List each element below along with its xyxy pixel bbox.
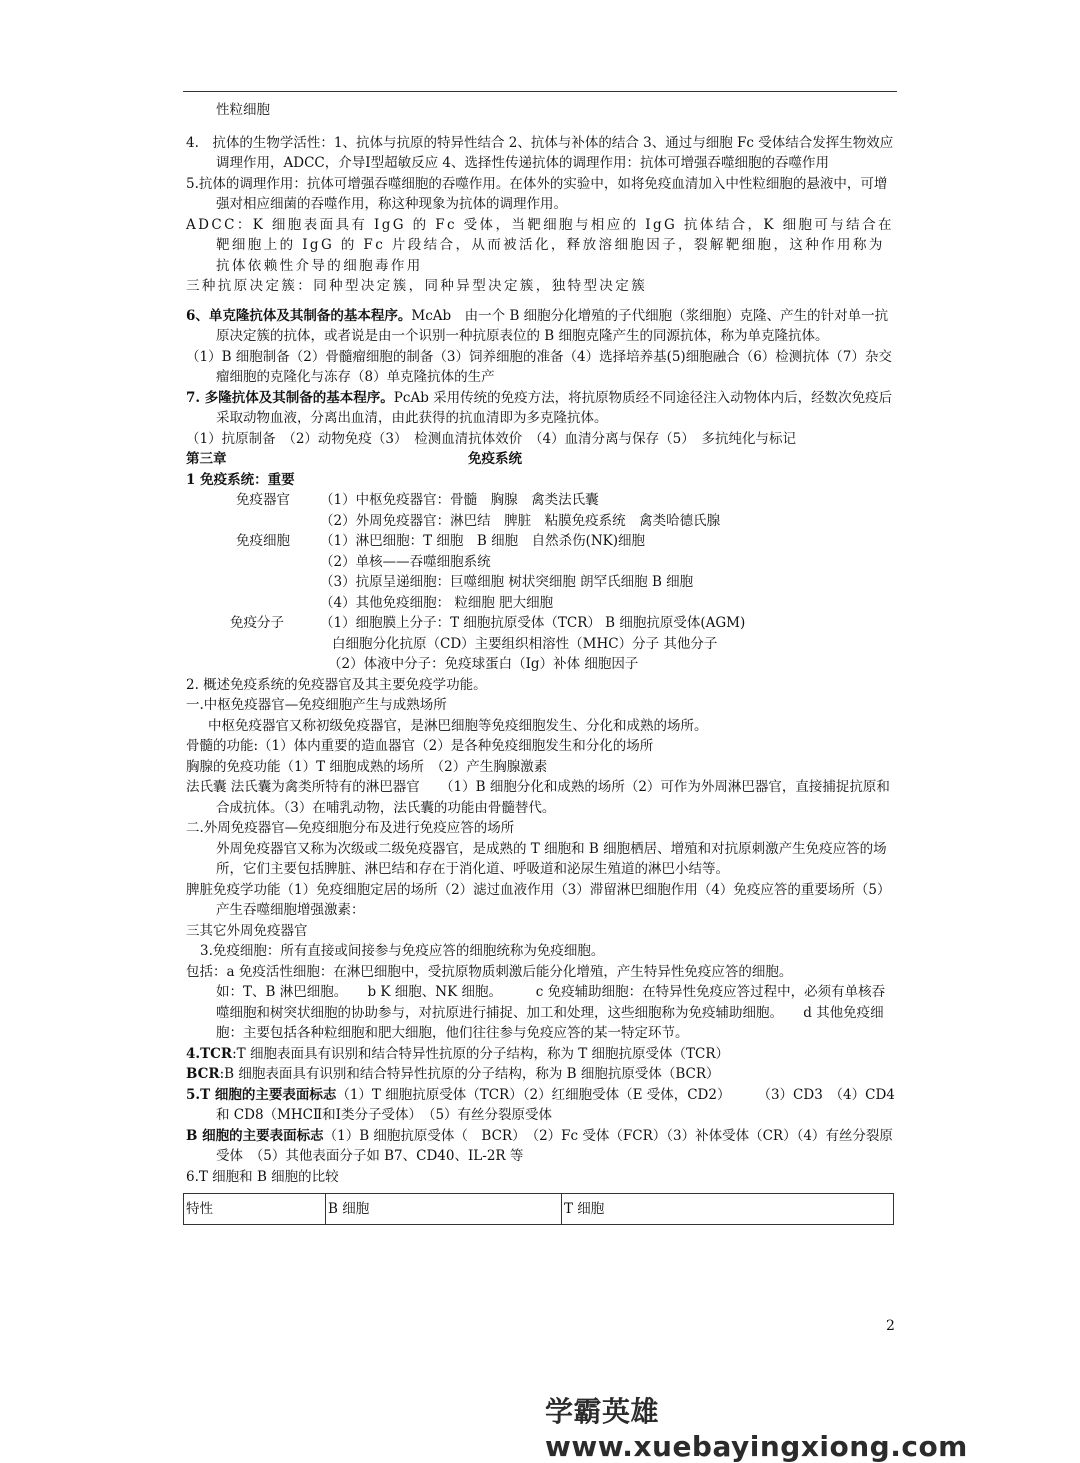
molecule-row-2 (186, 654, 896, 675)
molecule-label: 免疫分子 (230, 615, 284, 631)
chapter-number: 第三章 (186, 451, 227, 467)
organ-item-2: （2）外周免疫器官：淋巴结 脾脏 粘膜免疫系统 禽类哈德氏腺 (320, 512, 721, 529)
table-header-cell: 特性 (184, 1194, 326, 1225)
organ-row-2 (186, 511, 896, 532)
cell-label: 免疫细胞 (236, 533, 290, 549)
paragraph-polyclonal-steps: （1）抗原制备 （2）动物免疫（3） 检测血清抗体效价 （4）血清分离与保存（5） 多抗纯化与标记 (186, 430, 796, 447)
spleen-function: 脾脏免疫学功能（1）免疫细胞定居的场所（2）滤过血液作用（3）滞留淋巴细胞作用（4）免疫应答的重要场所（5）产生吞噬细胞增强激素： (186, 881, 891, 918)
paragraph-monoclonal-steps: （1）B 细胞制备（2）骨髓瘤细胞的制备（3）饲养细胞的准备（4）选择培养基(5)细胞融合（6）检测抗体（7）杂交瘤细胞的克隆化与冻存（8）单克隆抗体的生产 (186, 348, 892, 385)
continuation-line: 性粒细胞 (216, 102, 270, 118)
polyclonal-body: PcAb 采用传统的免疫方法，将抗原物质经不同途径注入动物体内后，经数次免疫后采取动物血液，分离出血清，由此获得的抗血清即为多克隆抗体。 (216, 389, 893, 426)
cell-item-2: （2）单核——吞噬细胞系统 (320, 553, 491, 570)
question-2: 2. 概述免疫系统的免疫器官及其主要免疫学功能。 (186, 676, 487, 693)
peripheral-organs-definition: 外周免疫器官又称为次级或二级免疫器官，是成熟的 T 细胞和 B 细胞栖居、增殖和对抗原刺激产生免疫应答的场所，它们主要包括脾脏、淋巴结和存在于消化道、呼吸道和泌尿生殖道的淋巴小结等。 (216, 840, 887, 877)
chapter-heading (186, 449, 896, 470)
cell-item-3: （3）抗原呈递细胞：巨噬细胞 树状突细胞 朗罕氏细胞 B 细胞 (320, 574, 694, 590)
paragraph-polyclonal (186, 388, 896, 429)
b-cell-markers-body: （1）B 细胞抗原受体（ BCR） （2）Fc 受体（FCR）（3）补体受体（CR）（4）有丝分裂原受体 （5）其他表面分子如 B7、CD40、IL-2R 等 (216, 1127, 893, 1164)
polyclonal-heading: 7. 多隆抗体及其制备的基本程序。 (186, 389, 394, 406)
molecule-row-1 (186, 613, 896, 634)
monoclonal-heading: 6、单克隆抗体及其制备的基本程序。 (186, 307, 412, 324)
paragraph-monoclonal (186, 306, 896, 347)
b-cell-markers-heading: B 细胞的主要表面标志 (186, 1127, 324, 1144)
chapter-title: 免疫系统 (468, 451, 522, 467)
page-number: 2 (886, 1318, 895, 1334)
organ-label: 免疫器官 (236, 492, 290, 508)
bursa-function: 法氏囊 法氏囊为禽类所特有的淋巴器官 （1）B 细胞分化和成熟的场所（2）可作为外周淋巴器官，直接捕捉抗原和合成抗体。（3）在哺乳动物，法氏囊的功能由骨髓替代。 (186, 779, 890, 816)
cell-row-1 (186, 531, 896, 552)
peripheral-organs-heading: 二.外周免疫器官—免疫细胞分布及进行免疫应答的场所 (186, 820, 515, 836)
bone-marrow-function: 骨髓的功能:（1）体内重要的造血器官（2）是各种免疫细胞发生和分化的场所 (186, 738, 654, 754)
question-6: 6.T 细胞和 B 细胞的比较 (186, 1168, 339, 1185)
question-3: 3.免疫细胞：所有直接或间接参与免疫应答的细胞统称为免疫细胞。 (200, 943, 605, 959)
paragraph-opsonization: 5.抗体的调理作用：抗体可增强吞噬细胞的吞噬作用。在体外的实验中，如将免疫血清加入中性粒细胞的悬液中，可增强对相应细菌的吞噬作用，称这种现象为抗体的调理作用。 (186, 175, 888, 212)
cell-item-1: （1）淋巴细胞：T 细胞 B 细胞 自然杀伤(NK)细胞 (320, 533, 646, 549)
immune-cells-a: 包括：a 免疫活性细胞：在淋巴细胞中，受抗原物质刺激后能分化增殖，产生特异性免疫应答的细胞。 (186, 963, 793, 980)
immune-cells-bcd: 如：T、B 淋巴细胞。 b K 细胞、NK 细胞。 c 免疫辅助细胞：在特异性免疫应答过程中，必须有单核吞噬细胞和树突状细胞的协助参与，对抗原进行捕捉、加工和处理，这些细胞称为免疫辅助细胞。 d 其他免疫细胞：主要包括各种粒细胞和肥大细胞，他们往往参与免疫应答的某一特定环节。 (216, 984, 886, 1041)
organ-row-1 (186, 490, 896, 511)
header-rule (183, 91, 897, 92)
table-header-row (184, 1194, 894, 1225)
bcr-definition (186, 1064, 896, 1085)
bcr-heading: BCR (186, 1066, 220, 1082)
tcr-definition (186, 1044, 896, 1065)
other-peripheral-organs: 三其它外周免疫器官 (186, 922, 308, 939)
tcr-body: :T 细胞表面具有识别和结合特异性抗原的分子结构，称为 T 细胞抗原受体（TCR） (232, 1045, 730, 1062)
molecule-item-1: （1）细胞膜上分子：T 细胞抗原受体（TCR） B 细胞抗原受体(AGM) (320, 615, 746, 631)
cell-item-4: （4）其他免疫细胞： 粒细胞 肥大细胞 (320, 594, 554, 611)
organ-item-1: （1）中枢免疫器官：骨髓 胸腺 禽类法氏囊 (320, 492, 599, 508)
tcr-heading: 4.TCR (186, 1045, 233, 1062)
paragraph-adcc: ADCC：K 细胞表面具有 IgG 的 Fc 受体，当靶细胞与相应的 IgG 抗体结合，K 细胞可与结合在靶细胞上的 IgG 的 Fc 片段结合，从而被活化，释放溶细胞因子，裂解靶细胞，这种作用称为抗体依赖性介导的细胞毒作用 (186, 216, 894, 274)
section-heading-immune-system: 1 免疫系统：重要 (186, 471, 295, 488)
molecule-item-1b: 白细胞分化抗原（CD）主要组织相溶性（MHC）分子 其他分子 (332, 635, 718, 652)
paragraph-antigen-determinants: 三种抗原决定簇：同种型决定簇，同种异型决定簇，独特型决定簇 (186, 278, 648, 294)
comparison-table (183, 1193, 894, 1225)
central-organs-heading: 一.中枢免疫器官—免疫细胞产生与成熟场所 (186, 697, 447, 713)
page-content (186, 100, 896, 1225)
cell-row-4 (186, 593, 896, 614)
table-header-cell: B 细胞 (326, 1194, 562, 1225)
thymus-function: 胸腺的免疫功能（1）T 细胞成熟的场所 （2）产生胸腺激素 (186, 758, 548, 775)
t-cell-markers-heading: 5.T 细胞的主要表面标志 (186, 1086, 337, 1103)
b-cell-markers (186, 1126, 896, 1167)
cell-row-2 (186, 552, 896, 573)
molecule-row-1b (186, 634, 896, 655)
table-header-cell: T 细胞 (562, 1194, 894, 1225)
t-cell-markers (186, 1085, 896, 1126)
molecule-item-2: （2）体液中分子：免疫球蛋白（Ig）补体 细胞因子 (328, 656, 639, 672)
watermark-footer: 学霸英雄 www.xuebayingxiong.com (545, 1395, 968, 1463)
t-cell-markers-body: （1）T 细胞抗原受体（TCR）（2）红细胞受体（E 受体，CD2） （3）CD3 （4）CD4 和 CD8（MHCⅡ和Ⅰ类分子受体） （5）有丝分裂原受体 (216, 1086, 895, 1123)
cell-row-3 (186, 572, 896, 593)
bcr-body: :B 细胞表面具有识别和结合特异性抗原的分子结构，称为 B 细胞抗原受体（BCR） (219, 1066, 720, 1082)
central-organs-definition: 中枢免疫器官又称初级免疫器官，是淋巴细胞等免疫细胞发生、分化和成熟的场所。 (208, 717, 708, 734)
monoclonal-body: McAb 由一个 B 细胞分化增殖的子代细胞（浆细胞）克隆、产生的针对单一抗原决定簇的抗体，或者说是由一个识别一种抗原表位的 B 细胞克隆产生的同源抗体，称为单克隆抗体。 (216, 307, 889, 344)
paragraph-antibody-activity: 4. 抗体的生物学活性：1、抗体与抗原的特异性结合 2、抗体与补体的结合 3、通过与细胞 Fc 受体结合发挥生物效应调理作用，ADCC，介导Ⅰ型超敏反应 4、选择性传递抗体的调理作用：抗体可增强吞噬细胞的吞噬作用 (186, 134, 894, 171)
